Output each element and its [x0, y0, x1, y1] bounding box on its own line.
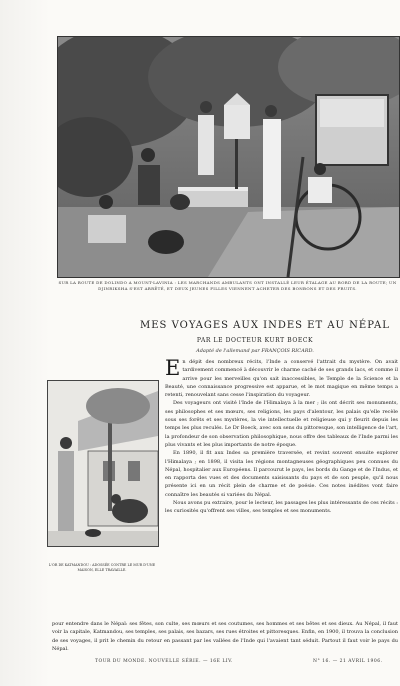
paragraph-2: Des voyageurs ont visité l'Inde de l'Himalaya à la mer ; ils ont décrit ses monuments, ses philosophes et ses mœurs, ses religions, les pays d'alentour, les palais qu'elle recèle sous ses forêts et ses mystères, la vie intellectuelle et religieuse qui y fleurit depuis les temps les plus reculés. Le Dr Boeck, avec son sens du pittoresque, son intelligence de l'art, la profondeur de son observation philosophique, nous offre des tableaux de l'Inde parmi les plus vivants et les plus importants de notre époque.	[165, 400, 398, 448]
footer-left: TOUR DU MONDE. NOUVELLE SÉRIE. — 16E LIV.	[95, 659, 233, 664]
paragraph-3: En 1890, il fit aux Indes sa première traversée, et revint souvent ensuite explorer l'Himalaya ; en 1898, il visita les régions montagneuses géographiques peu connues du Népal, hospitalier aux Européens. Il parcourut le pays, les bords du Gange et de l'Indus, et en rapporta des vues et des documents saisissants du pays et de son peuple, qu'il nous présente ici en un récit plein de charme et de poésie. Ces notes inédites vont faire connaître les beautés si variées du Népal.	[165, 450, 398, 498]
first-paragraph	[165, 358, 398, 399]
article-author: PAR LE DOCTEUR KURT BOECK	[196, 337, 314, 344]
article-credit: Adapté de l'allemand par FRANÇOIS RICARD.	[196, 348, 314, 354]
closing-paragraph: pour entendre dans le Népal: ses fêtes, son culte, ses mœurs et ses coutumes, ses hommes et ses bêtes et ses dieux. Au Népal, il faut voir la capitale, Katmandou, ses temples, ses palais, ses bazars, ses rues étroites et pittoresques. Enfin, en 1900, il trouva la conclusion de ses voyages, il prit le chemin du retour en passant par les vallées de l'Inde qui l'avaient tant séduit. Partout il faut voir le pays du Népal.	[52, 621, 398, 652]
katmandou-woman-illustration	[48, 381, 158, 546]
top-photograph	[57, 36, 400, 278]
small-engraving-caption: L'OR DE KATMANDOU : ADOSSÉE CONTRE LE MUR D'UNE MAISON, ELLE TRAVAILLE.	[48, 563, 156, 572]
article-title: MES VOYAGES AUX INDES ET AU NÉPAL	[140, 320, 390, 331]
page-spine-shadow	[0, 0, 50, 686]
street-vendors-illustration	[58, 37, 399, 277]
footer-right: N° 16. — 21 AVRIL 1906.	[313, 659, 383, 664]
paragraph-1: n dépit des nombreux récits, l'Inde a conservé l'attrait du mystère. On avait tardivement commencé à découvrir le charme caché de ses grands lacs, et comme il arrive pour les merveilles qu'on sait inaccessibles, le Temple de la Science et la Beauté, une connaissance progressive est apparue, et le mot magique en même temps a retenti, renouvelant sans cesse l'inspiration du voyageur.	[165, 359, 398, 399]
body-text-column	[165, 358, 398, 620]
body-text-full-width	[52, 620, 398, 654]
drop-cap: E	[165, 358, 181, 380]
paragraph-4: Nous avons pu extraire, pour le lecteur, les passages les plus intéressants de ces récits : les curiosités qu'offrent ses villes, ses temples et ses monuments.	[165, 500, 398, 515]
small-engraving	[47, 380, 159, 547]
top-photo-caption: SUR LA ROUTE DE DOLINDO A MOUNT-LAVINIA : LES MARCHANDS AMBULANTS ONT INSTALLÉ LEUR ÉTALAGE AU BORD DE LA ROUTE; UN DJINRIKSHA S'EST ARRÊTÉ, ET DEUX JEUNES FILLES VIENNENT ACHETER DES BONBONS ET DES FRUITS.	[58, 280, 397, 291]
